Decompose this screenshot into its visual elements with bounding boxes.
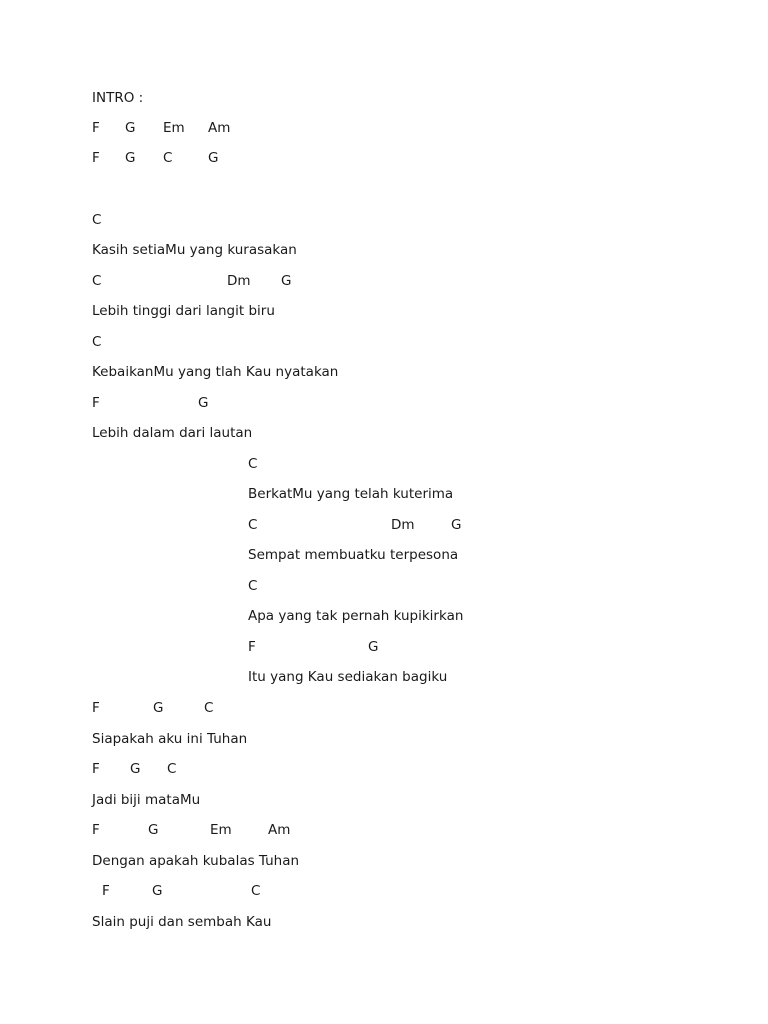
lyric-line: Sempat membuatku terpesona xyxy=(248,547,459,563)
chord: F xyxy=(92,395,100,411)
chord: G xyxy=(125,150,136,166)
lyric-line: Lebih dalam dari lautan xyxy=(92,425,253,441)
lyric-line: BerkatMu yang telah kuterima xyxy=(248,486,454,502)
lyric-line: Kasih setiaMu yang kurasakan xyxy=(92,242,297,258)
chord: C xyxy=(204,700,214,716)
chord: G xyxy=(152,883,163,899)
chord: C xyxy=(92,212,102,228)
chord: G xyxy=(125,120,136,136)
lyric-line: Itu yang Kau sediakan bagiku xyxy=(248,669,448,685)
lyric-line: Jadi biji mataMu xyxy=(92,792,201,808)
chord: F xyxy=(92,120,100,136)
chord: G xyxy=(208,150,219,166)
chord: C xyxy=(92,334,102,350)
chord: G xyxy=(281,273,292,289)
lyric-line: Siapakah aku ini Tuhan xyxy=(92,731,248,747)
lyric-line: Dengan apakah kubalas Tuhan xyxy=(92,853,300,869)
chord: F xyxy=(248,639,256,655)
lyric-line: KebaikanMu yang tlah Kau nyatakan xyxy=(92,364,339,380)
chord: Em xyxy=(210,822,232,838)
chord: C xyxy=(248,517,258,533)
chord: Em xyxy=(163,120,185,136)
chord: Am xyxy=(208,120,231,136)
chord: G xyxy=(198,395,209,411)
chord: C xyxy=(167,761,177,777)
chord: G xyxy=(130,761,141,777)
chord: G xyxy=(451,517,462,533)
chord: F xyxy=(92,150,100,166)
chord: G xyxy=(148,822,159,838)
chord: Am xyxy=(268,822,291,838)
chord: F xyxy=(92,822,100,838)
intro-label: INTRO : xyxy=(92,90,144,106)
chord: Dm xyxy=(227,273,251,289)
lyric-line: Apa yang tak pernah kupikirkan xyxy=(248,608,464,624)
lyric-line: Lebih tinggi dari langit biru xyxy=(92,303,275,319)
chord: C xyxy=(251,883,261,899)
chord: C xyxy=(92,273,102,289)
chord: C xyxy=(248,456,258,472)
chord: F xyxy=(92,700,100,716)
chord: G xyxy=(368,639,379,655)
chord: C xyxy=(163,150,173,166)
chord: C xyxy=(248,578,258,594)
chord: F xyxy=(92,761,100,777)
lyric-line: Slain puji dan sembah Kau xyxy=(92,914,272,930)
chord: G xyxy=(153,700,164,716)
chord: F xyxy=(102,883,110,899)
chord: Dm xyxy=(391,517,415,533)
